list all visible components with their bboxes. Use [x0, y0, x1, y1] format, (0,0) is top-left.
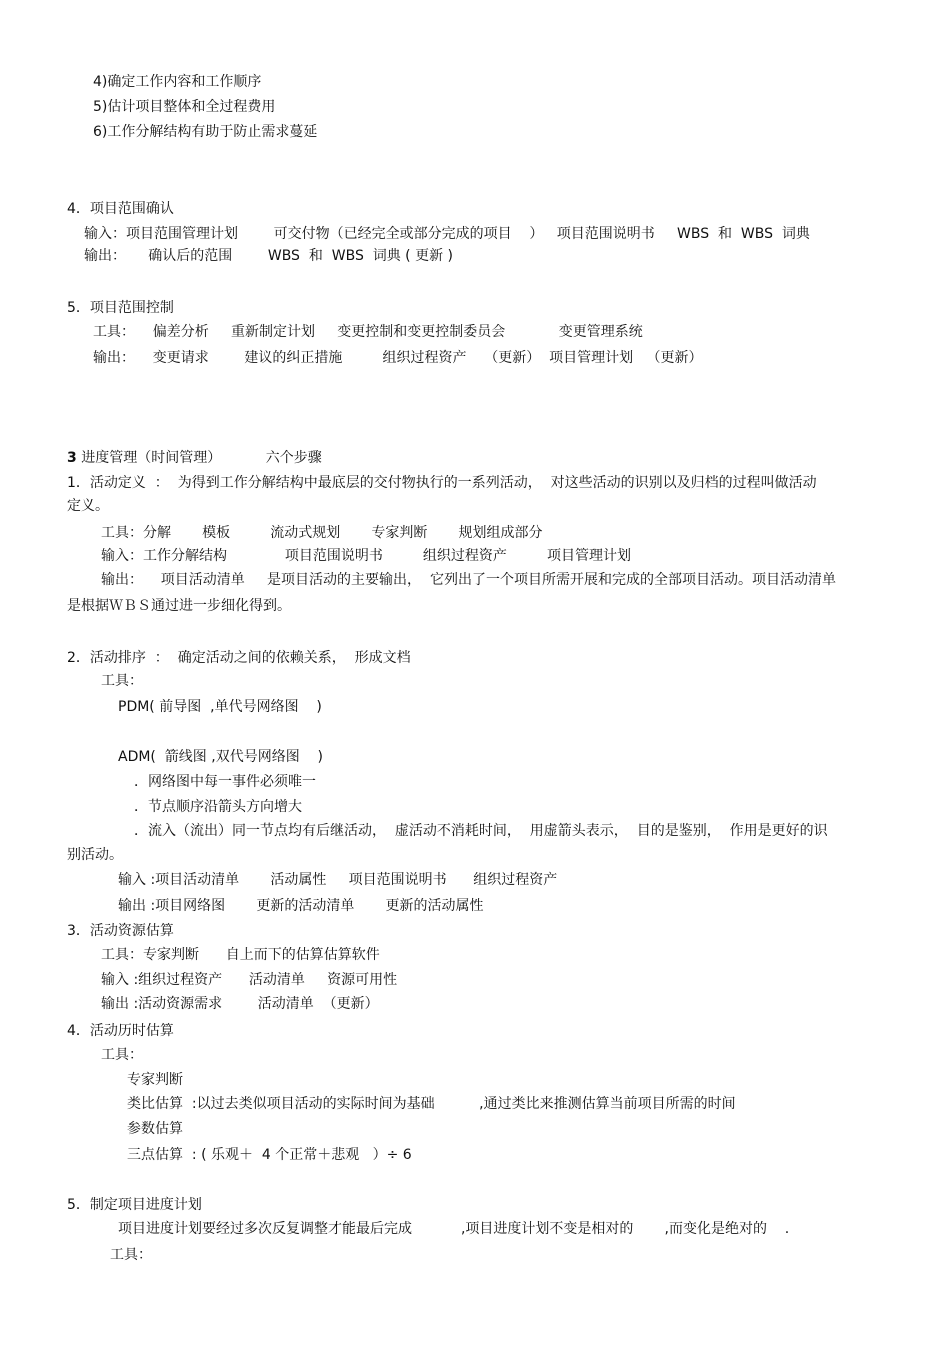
text-line: 定义。	[67, 498, 109, 514]
text-line: 工具：	[101, 673, 143, 689]
text-line: 输出 :项目网络图 更新的活动清单 更新的活动属性	[118, 898, 484, 914]
section-heading: 5．项目范围控制	[67, 300, 174, 316]
text-line: 工具： 偏差分析 重新制定计划 变更控制和变更控制委员会 变更管理系统	[93, 324, 643, 340]
section-heading: 3．活动资源估算	[67, 923, 174, 939]
text-line: 输出： 变更请求 建议的纠正措施 组织过程资产 （更新） 项目管理计划 （更新）	[93, 350, 703, 366]
text-line: 输出： 项目活动清单 是项目活动的主要输出， 它列出了一个项目所需开展和完成的全部项目活动。项目活动清单	[101, 572, 836, 588]
text-line: 项目进度计划要经过多次反复调整才能最后完成 ,项目进度计划不变是相对的 ,而变化是绝对的 .	[118, 1221, 790, 1237]
text-line: 参数估算	[127, 1121, 183, 1137]
section-heading: 4．项目范围确认	[67, 201, 174, 217]
text-line: 工具：	[110, 1247, 152, 1263]
text-line: ．流入（流出）同一节点均有后继活动， 虚活动不消耗时间， 用虚箭头表示， 目的是鉴别， 作用是更好的识	[134, 823, 828, 839]
section-heading: 4．活动历时估算	[67, 1023, 174, 1039]
section-heading: 2．活动排序 ： 确定活动之间的依赖关系， 形成文档	[67, 650, 411, 666]
text-line: 输出： 确认后的范围 WBS 和 WBS 词典 ( 更新 )	[84, 248, 454, 264]
text-line: PDM( 前导图 ,单代号网络图 )	[118, 699, 322, 715]
text-line: 输入：项目范围管理计划 可交付物（已经完全或部分完成的项目 ） 项目范围说明书 WBS 和 WBS 词典	[84, 226, 810, 242]
text-line: 工具：专家判断 自上而下的估算估算软件	[101, 947, 380, 963]
chapter-heading: 3 进度管理（时间管理） 六个步骤	[67, 450, 322, 466]
text-line: 别活动。	[67, 847, 123, 863]
text-line: 工具：分解 模板 流动式规划 专家判断 规划组成部分	[101, 525, 543, 541]
text-line: 6)工作分解结构有助于防止需求蔓延	[93, 124, 318, 140]
text-line: 类比估算 :以过去类似项目活动的实际时间为基础 ,通过类比来推测估算当前项目所需的时间	[127, 1096, 736, 1112]
text-line: ADM( 箭线图 ,双代号网络图 )	[118, 749, 323, 765]
text-line: 专家判断	[127, 1072, 183, 1088]
section-heading: 5．制定项目进度计划	[67, 1197, 202, 1213]
text-line: ．网络图中每一事件必须唯一	[134, 774, 316, 790]
text-line: 工具：	[101, 1047, 143, 1063]
text-line: 输入：工作分解结构 项目范围说明书 组织过程资产 项目管理计划	[101, 548, 631, 564]
text-line: 输入 :项目活动清单 活动属性 项目范围说明书 组织过程资产	[118, 872, 558, 888]
text-line: 5)估计项目整体和全过程费用	[93, 99, 276, 115]
text-line: 1．活动定义 ： 为得到工作分解结构中最底层的交付物执行的一系列活动， 对这些活动的识别以及归档的过程叫做活动	[67, 475, 817, 491]
text-line: 4)确定工作内容和工作顺序	[93, 74, 262, 90]
text-line: 三点估算 : ( 乐观＋ 4 个正常＋悲观 ）÷ 6	[127, 1147, 412, 1163]
text-line: 是根据ＷＢＳ通过进一步细化得到。	[67, 598, 291, 614]
text-line: ．节点顺序沿箭头方向增大	[134, 799, 302, 815]
text-line: 输入 :组织过程资产 活动清单 资源可用性	[101, 972, 398, 988]
text-line: 输出 :活动资源需求 活动清单 （更新）	[101, 996, 379, 1012]
